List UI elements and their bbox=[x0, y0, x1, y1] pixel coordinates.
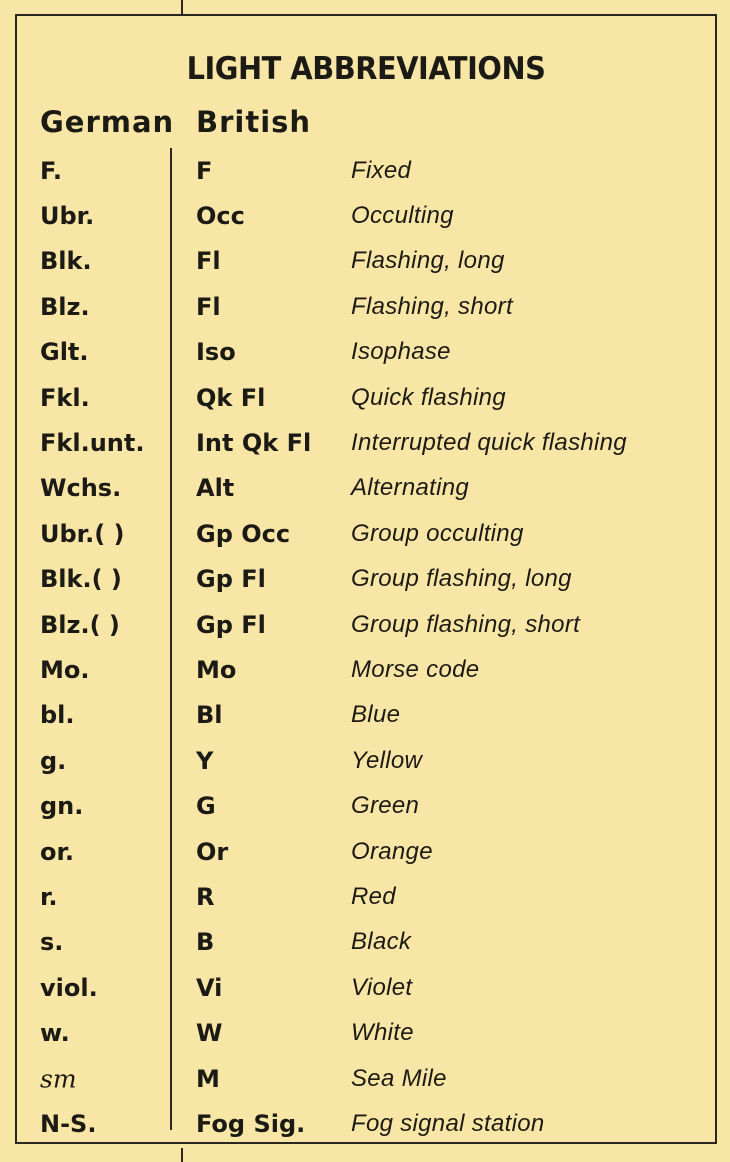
british-abbreviation: Gp Fl bbox=[196, 565, 266, 594]
abbreviation-row bbox=[17, 511, 715, 556]
abbreviation-row bbox=[17, 375, 715, 420]
abbreviation-row bbox=[17, 330, 715, 375]
british-abbreviation: B bbox=[196, 928, 215, 957]
abbreviation-meaning: Blue bbox=[351, 701, 401, 729]
british-abbreviation: Fog Sig. bbox=[196, 1109, 306, 1138]
german-abbreviation: Ubr. bbox=[40, 202, 95, 231]
abbreviation-meaning: Green bbox=[351, 792, 420, 820]
bottom-frame-tick bbox=[181, 1148, 183, 1162]
british-abbreviation: Fl bbox=[196, 292, 221, 321]
german-abbreviation: Glt. bbox=[40, 338, 89, 367]
abbreviation-row bbox=[17, 466, 715, 511]
german-abbreviation: w. bbox=[40, 1019, 70, 1048]
abbreviation-row bbox=[17, 965, 715, 1010]
british-column-header: British bbox=[196, 105, 312, 139]
abbreviation-row bbox=[17, 148, 715, 193]
german-abbreviation: or. bbox=[40, 837, 75, 866]
british-abbreviation: Qk Fl bbox=[196, 383, 266, 412]
british-abbreviation: R bbox=[196, 882, 215, 911]
abbreviation-meaning: Isophase bbox=[351, 338, 451, 366]
british-abbreviation: Y bbox=[196, 746, 214, 775]
abbreviation-row bbox=[17, 284, 715, 329]
abbreviation-row bbox=[17, 647, 715, 692]
british-abbreviation: Iso bbox=[196, 338, 236, 367]
abbreviation-row bbox=[17, 874, 715, 919]
german-abbreviation: N-S. bbox=[40, 1109, 97, 1138]
german-abbreviation: Ubr.( ) bbox=[40, 519, 125, 548]
abbreviation-meaning: Morse code bbox=[351, 655, 480, 683]
german-abbreviation: g. bbox=[40, 746, 67, 775]
british-abbreviation: Fl bbox=[196, 247, 221, 276]
german-abbreviation: r. bbox=[40, 882, 58, 911]
abbreviation-meaning: Orange bbox=[351, 837, 433, 865]
abbreviation-meaning: Alternating bbox=[351, 474, 470, 502]
german-abbreviation: Blz.( ) bbox=[40, 610, 120, 639]
british-abbreviation: Vi bbox=[196, 973, 223, 1002]
british-abbreviation: Bl bbox=[196, 701, 223, 730]
german-abbreviation: s. bbox=[40, 928, 64, 957]
abbreviation-meaning: Black bbox=[351, 928, 412, 956]
abbreviation-row bbox=[17, 693, 715, 738]
abbreviation-meaning: Red bbox=[351, 882, 396, 910]
abbreviation-meaning: Occulting bbox=[351, 202, 454, 230]
british-abbreviation: F bbox=[196, 156, 213, 185]
german-abbreviation: Blk.( ) bbox=[40, 565, 122, 594]
abbreviation-meaning: Group flashing, long bbox=[351, 565, 572, 593]
abbreviation-meaning: Fixed bbox=[351, 156, 412, 184]
abbreviation-meaning: Sea Mile bbox=[351, 1064, 447, 1092]
abbreviation-meaning: Group flashing, short bbox=[351, 610, 581, 638]
german-abbreviation: gn. bbox=[40, 792, 84, 821]
abbreviation-row bbox=[17, 1010, 715, 1055]
abbreviation-meaning: Fog signal station bbox=[351, 1109, 545, 1137]
abbreviation-meaning: Violet bbox=[351, 973, 413, 1001]
abbreviation-row bbox=[17, 557, 715, 602]
abbreviation-meaning: Group occulting bbox=[351, 519, 524, 547]
abbreviation-row bbox=[17, 920, 715, 965]
abbreviations-panel bbox=[15, 14, 717, 1144]
german-abbreviation: Wchs. bbox=[40, 474, 122, 503]
british-abbreviation: Occ bbox=[196, 202, 245, 231]
british-abbreviation: Alt bbox=[196, 474, 235, 503]
abbreviation-row bbox=[17, 738, 715, 783]
panel-title: LIGHT ABBREVIATIONS bbox=[186, 51, 546, 87]
abbreviation-meaning: Yellow bbox=[351, 746, 423, 774]
british-abbreviation: Gp Fl bbox=[196, 610, 266, 639]
german-abbreviation: viol. bbox=[40, 973, 98, 1002]
german-abbreviation: F. bbox=[40, 156, 62, 185]
british-abbreviation: Gp Occ bbox=[196, 519, 291, 548]
abbreviation-row bbox=[17, 602, 715, 647]
british-abbreviation: W bbox=[196, 1019, 223, 1048]
abbreviation-meaning: Quick flashing bbox=[351, 383, 506, 411]
abbreviation-row bbox=[17, 193, 715, 238]
abbreviation-meaning: Interrupted quick flashing bbox=[351, 429, 627, 457]
german-column-header: German bbox=[40, 105, 175, 139]
british-abbreviation: Int Qk Fl bbox=[196, 429, 312, 458]
british-abbreviation: Or bbox=[196, 837, 229, 866]
british-abbreviation: M bbox=[196, 1064, 220, 1093]
british-abbreviation: G bbox=[196, 792, 216, 821]
german-abbreviation: Fkl.unt. bbox=[40, 429, 145, 458]
abbreviation-row bbox=[17, 1101, 715, 1146]
abbreviation-row bbox=[17, 420, 715, 465]
british-abbreviation: Mo bbox=[196, 655, 237, 684]
german-abbreviation: Mo. bbox=[40, 655, 90, 684]
abbreviation-list bbox=[17, 148, 715, 1147]
german-abbreviation: sm bbox=[40, 1064, 77, 1093]
abbreviation-meaning: White bbox=[351, 1019, 414, 1047]
abbreviation-row bbox=[17, 239, 715, 284]
german-abbreviation: Blz. bbox=[40, 292, 90, 321]
german-abbreviation: Blk. bbox=[40, 247, 92, 276]
top-frame-tick bbox=[181, 0, 183, 14]
abbreviation-meaning: Flashing, short bbox=[351, 292, 513, 320]
german-abbreviation: bl. bbox=[40, 701, 75, 730]
abbreviation-meaning: Flashing, long bbox=[351, 247, 505, 275]
german-abbreviation: Fkl. bbox=[40, 383, 90, 412]
abbreviation-row bbox=[17, 1056, 715, 1101]
abbreviation-row bbox=[17, 829, 715, 874]
abbreviation-row bbox=[17, 783, 715, 828]
